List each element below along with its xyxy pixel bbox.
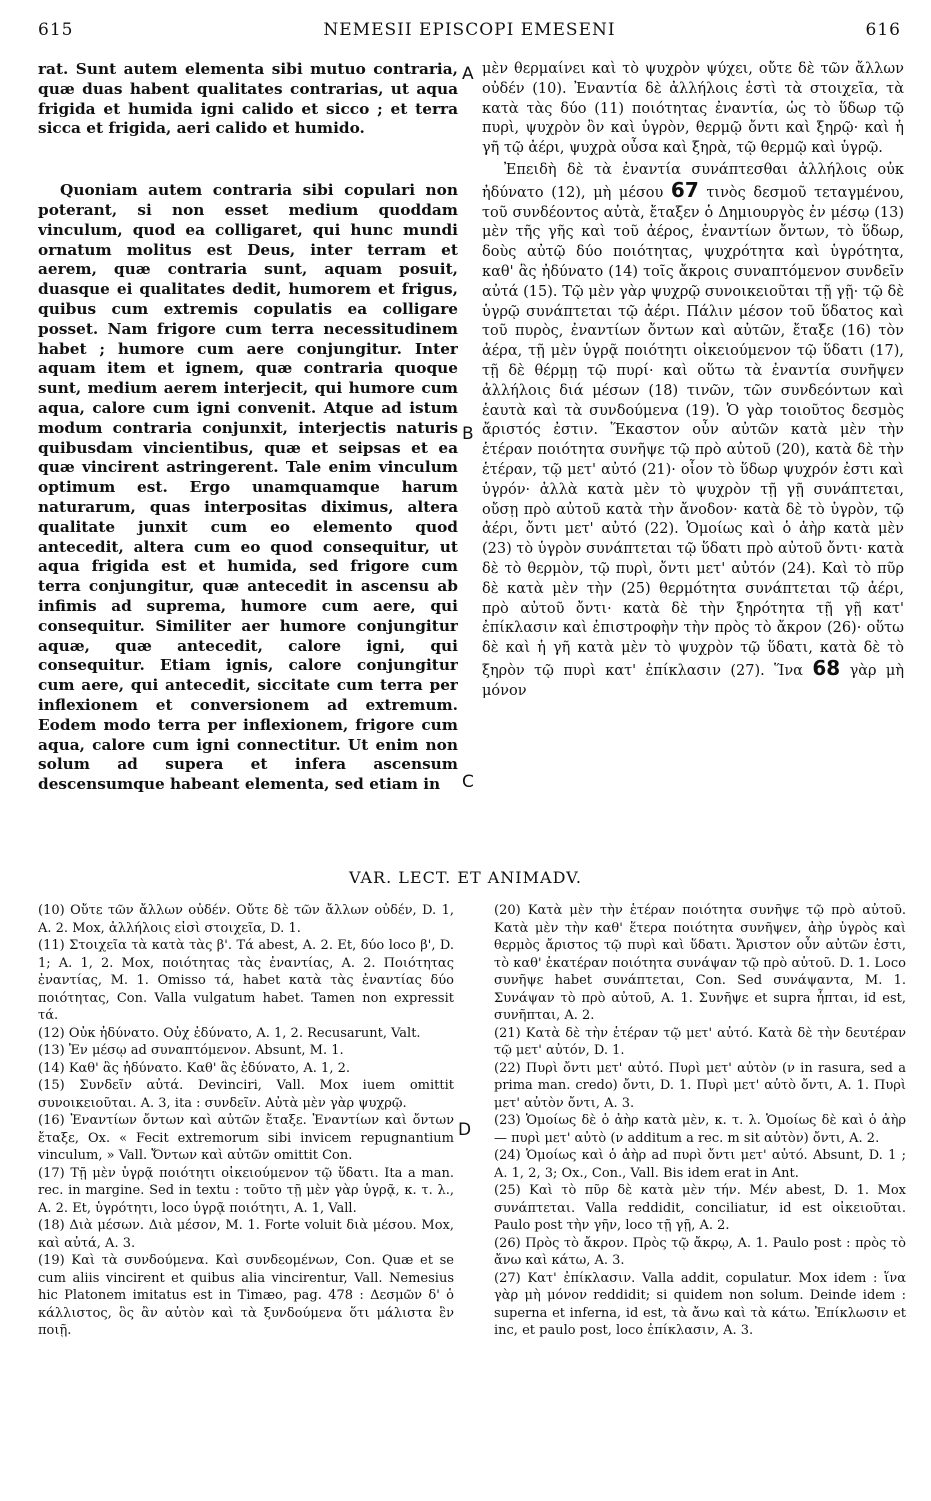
- notes-right-column: [494, 902, 906, 1340]
- note-entry: (12) Οὐκ ἠδύνατο. Οὐχ ἐδύνατο, A. 1, 2. Recusarunt, Valt.: [38, 1025, 421, 1041]
- note-entry: (20) Κατὰ μὲν τὴν ἑτέραν ποιότητα συνῆψε τῷ πρὸ αὐτοῦ. Κατὰ μὲν τὴν καθ' ἕτερα ποιότητα συνῆψεν, ἀὴρ ὑγρὸς καὶ θερμὸς ἄριστος τῷ πυρὶ καὶ ὕδατι. Ἄριστον οὖν αὐτῶν ἐστι, τὸ καθ' ἑκατέραν ποιότητα συνάψαν τῷ πρὸ αὐτοῦ. D. 1. Loco συνῆψε habet συνάπτεται, Con. Sed συνάψαντα, M. 1. Συνάψαν τὸ πρὸ αὐτοῦ, A. 1. Συνῆψε et supra ἧπται, id est, συνῆπται, A. 2.: [494, 903, 906, 1023]
- note-entry: (13) Ἐν μέσῳ ad συναπτόμενον. Absunt, M. 1.: [38, 1043, 344, 1058]
- note-entry: (23) Ὁμοίως δὲ ὁ ἀὴρ κατὰ μὲν, κ. τ. λ. Ὁμοίως δὲ καὶ ὁ ἀὴρ — πυρὶ μετ' αὐτὸ (ν additum a rec. m sit αὐτὸν) ὄντι, A. 2.: [494, 1113, 906, 1146]
- note-entry: (25) Καὶ τὸ πῦρ δὲ κατὰ μὲν τήν. Μέν abest, D. 1. Mox συνάπτεται. Valla reddidit, conciliatur, id est οἰκειοῦται. Paulo post τὴν γῆν, loco τῇ γῇ, A. 2.: [494, 1183, 906, 1233]
- column-number-67: 67: [670, 177, 699, 202]
- greek-paragraph: [482, 161, 904, 702]
- note-entry: (18) Διὰ μέσων. Διὰ μέσον, M. 1. Forte voluit διὰ μέσου. Mox, καὶ αὐτά, A. 3.: [38, 1218, 454, 1251]
- page-number-left: 615: [38, 20, 74, 40]
- note-entry: (11) Στοιχεῖα τὰ κατὰ τὰς β'. Τά abest, A. 2. Et, δύο loco β', D. 1; A. 1, 2. Mox, ποιότητας τὰς ἐναντίας, A. 2. Ποιότητας ἐναντίας, M. 1. Omisso τά, habet κατὰ τὰς ἐναντίας δύο ποιότητας, Con. Valla vulgatum habet. Tamen non expressit τά.: [38, 938, 454, 1023]
- greek-paragraph: μὲν θερμαίνει καὶ τὸ ψυχρὸν ψύχει, οὔτε δὲ τῶν ἄλλων οὐδέν (10). Ἐναντία δὲ ἀλλήλοις ἐστὶ τὰ στοιχεῖα, τὰ κατὰ τὰς δύο (11) ποιότητας ἐναντία, ὡς τὸ ὕδωρ τῷ πυρὶ, ψυχρὸν ὂν καὶ ὑγρὸν, θερμῷ ὄντι καὶ ξηρῷ· καὶ ἡ γῆ τῷ ἀέρι, ψυχρὰ οὖσα καὶ ξηρὰ, τῷ θερμῷ καὶ ὑγρῷ.: [482, 61, 904, 157]
- note-entry: (19) Καὶ τὰ συνδούμενα. Καὶ συνδεομένων, Con. Quæ et se cum aliis vincirent et quibus alia vincirentur, Vall. Nemesius hic Platonem imitatus est in Timæo, pag. 478 : Δεσμῶν δ' ὁ κάλλιστος, ὃς ἂν αὐτὸν καὶ τὰ ξυνδούμενα ὅτι μάλιστα ἓν ποιῇ.: [38, 1253, 454, 1338]
- greek-text: Ἐπειδὴ δὲ τὰ ἐναντία συνάπτεσθαι ἀλλήλοις οὐκ ἠδύνατο (12), μὴ μέσου: [482, 161, 904, 201]
- notes-left-column: [38, 902, 454, 1340]
- column-number-68: 68: [812, 655, 841, 680]
- greek-text: γὰρ μὴ μόνον: [482, 662, 904, 699]
- note-entry: (15) Συνδεῖν αὐτά. Devinciri, Vall. Mox iuem omittit συνοικειοῦται. A. 3, ita : συνδεῖν. Αὐτὰ μὲν γὰρ ψυχρῷ.: [38, 1078, 454, 1111]
- note-entry: (24) Ὁμοίως καὶ ὁ ἀὴρ ad πυρὶ ὄντι μετ' αὐτό. Absunt, D. 1 ; A. 1, 2, 3; Ox., Con., Vall. Bis idem erat in Ant.: [494, 1148, 906, 1181]
- running-header: [38, 20, 901, 50]
- page-number-right: 616: [865, 20, 901, 40]
- note-entry: (17) Τῇ μὲν ὑγρᾷ ποιότητι οἰκειούμενον τῷ ὕδατι. Ita a man. rec. in margine. Sed in textu : τοῦτο τῇ μὲν γὰρ ὑγρᾷ, κ. τ. λ., A. 2. Et, ὑγρότητι, loco ὑγρᾷ ποιότητι, A. 1, Vall.: [38, 1165, 454, 1216]
- note-entry: (10) Οὔτε τῶν ἄλλων οὐδέν. Οὔτε δὲ τῶν ἄλλων οὐδέν, D. 1, A. 2. Mox, ἀλλήλοις εἰσὶ στοιχεῖα, D. 1.: [38, 903, 454, 936]
- note-entry: (14) Καθ' ἃς ἠδύνατο. Καθ' ἃς ἐδύνατο, A. 1, 2.: [38, 1060, 350, 1076]
- margin-marker-d: D: [458, 1120, 472, 1140]
- note-entry: (22) Πυρὶ ὄντι μετ' αὐτό. Πυρὶ μετ' αὐτὸν (ν in rasura, sed a prima man. credo) ὄντι, D. 1. Πυρὶ μετ' αὐτὸ ὄντι, A. 1. Πυρὶ μετ' αὐτὸν ὄντι, A. 3.: [494, 1060, 906, 1111]
- note-entry: (26) Πρὸς τὸ ἄκρον. Πρὸς τῷ ἄκρῳ, A. 1. Paulo post : πρὸς τὸ ἄνω καὶ κάτω, A. 3.: [494, 1235, 906, 1268]
- note-entry: (21) Κατὰ δὲ τὴν ἑτέραν τῷ μετ' αὐτό. Κατὰ δὲ τὴν δευτέραν τῷ μετ' αὐτόν, D. 1.: [494, 1025, 906, 1058]
- margin-marker-a: A: [462, 64, 474, 84]
- notes-heading: VAR. LECT. ET ANIMADV.: [349, 868, 582, 887]
- latin-paragraph: Quoniam autem contraria sibi copulari non poterant, si non esset medium quoddam vinculum, quod ea colligaret, qui hunc mundi ornatum molitus est Deus, inter terram et aerem, quæ contraria sunt, aquam posuit, duasque ei qualitates dedit, humorem et frigus, quibus cum extremis copulatis ea colligare posset. Nam frigore cum terra necessitudinem habet ; humore cum aere conjungitur. Inter aquam item et ignem, quæ contraria quoque sunt, medium aerem interjecit, qui humore cum aqua, calore cum igni convenit. Atque ad istum modum contraria conjunxit, interjectis naturis quibusdam vincientibus, quæ et seipsas et ea quæ vincirent astringerent. Tale enim vinculum optimum est. Ergo unamquamque harum naturarum, quas interpositas diximus, altera qualitate junxit cum eo elemento quod antecedit, altera cum eo quod consequitur, ut aqua frigida est et humida, sed frigore cum terra conjungitur, quæ antecedit in ascensu ab infimis ad suprema, humore cum aere, qui consequitur. Similiter aer humore conjungitur aquæ, quæ antecedit, calore igni, qui consequitur. Etiam ignis, calore conjungitur cum aere, qui antecedit, siccitate cum terra per inflexionem et conversionem ad extremum. Eodem modo terra per inflexionem, frigore cum aqua, calore cum igni connectitur. Ut enim non solum ad supera et infera ascensum descensumque habeant elementa, sed etiam in: [38, 181, 458, 794]
- greek-column: [482, 60, 904, 702]
- note-entry: (16) Ἐναντίων ὄντων καὶ αὐτῶν ἔταξε. Ἐναντίων καὶ ὄντων ἔταξε, Ox. « Fecit extremorum sibi invicem repugnantium vinculum, » Vall. Ὄντων καὶ αὐτῶν omittit Con.: [38, 1113, 454, 1163]
- note-entry: (27) Κατ' ἐπίκλασιν. Valla addit, copulatur. Mox idem : ἵνα γὰρ μὴ μόνον reddidit; si quidem non solum. Deinde idem : superna et inferna, id est, τὰ ἄνω καὶ τὰ κάτω. Ἐπίκλωσιν et inc, et paulo post, loco ἐπίκλασιν, A. 3.: [494, 1270, 906, 1338]
- greek-text: τινὸς δεσμοῦ τεταγμένου, τοῦ συνδέοντος αὐτὰ, ἔταξεν ὁ Δημιουργὸς ἐν μέσῳ (13) μὲν τῆς γῆς καὶ τοῦ ἀέρος, ἐναντίων ὄντων, τὸ ὕδωρ, δοὺς αὐτῷ δύο ποιότητας, ψυχρότητα καὶ ὑγρότητα, καθ' ἃς ἠδύνατο (14) τοῖς ἄκροις συναπτόμενον συνδεῖν αὐτά (15). Τῷ μὲν γὰρ ψυχρῷ συνοικειοῦται τῇ γῇ· τῷ δὲ ὑγρῷ συνάπτεται τῷ ἀέρι. Πάλιν μέσον τοῦ ὕδατος καὶ τοῦ πυρὸς, ἐναντίων ὄντων καὶ αὐτῶν, ἔταξε (16) τὸν ἀέρα, τῇ μὲν ὑγρᾷ ποιότητι οἰκειούμενον τῷ ὕδατι (17), τῇ δὲ θέρμῃ τῷ πυρί· καὶ οὕτω τὰ ἐναντία συνῆψεν ἀλλήλοις διά μέσων (18) τινῶν, τῶν συνδεόντων καὶ ἑαυτὰ καὶ τὰ συνδούμενα (19). Ὁ γὰρ τοιοῦτος δεσμὸς ἄριστός ἐστιν. Ἕκαστον οὖν αὐτῶν κατὰ μὲν τὴν ἑτέραν ποιότητα συνῆψε τῷ πρὸ αὐτοῦ (20), κατὰ δὲ τὴν ἑτέραν, τῷ μετ' αὐτό (21)· οἷον τὸ ὕδωρ ψυχρόν ἐστι καὶ ὑγρόν· ἀλλὰ κατὰ μὲν τὸ ψυχρὸν τῇ γῇ συνάπτεται, οὔσῃ πρὸ αὐτοῦ κατὰ τὴν ἄνοδον· κατὰ δὲ τὸ ὑγρὸν, τῷ ἀέρι, ὄντι μετ' αὐτό (22). Ὁμοίως καὶ ὁ ἀὴρ κατὰ μὲν (23) τὸ ὑγρὸν συνάπτεται τῷ ὕδατι πρὸ αὐτοῦ ὄντι· κατὰ δὲ τὸ θερμὸν, τῷ πυρὶ, ὄντι μετ' αὐτόν (24). Καὶ τὸ πῦρ δὲ κατὰ μὲν τὴν (25) θερμότητα συνάπτεται τῷ ἀέρι, πρὸ αὐτοῦ ὄντι· κατὰ δὲ τὴν ξηρότητα τῇ γῇ κατ' ἐπίκλασιν καὶ ἐπιστροφὴν τὴν πρὸς τὸ ἄκρον (26)· οὕτω δὲ καὶ ἡ γῆ κατὰ μὲν τὸ ψυχρὸν τῷ ὕδατι, κατὰ δὲ τὸ ξηρὸν τῷ πυρὶ κατ' ἐπίκλασιν (27). Ἵνα: [482, 184, 904, 679]
- latin-paragraph: rat. Sunt autem elementa sibi mutuo contraria, quæ duas habent qualitates contrarias, ut aqua frigida et humida igni calido et sicco ; et terra sicca et frigida, aeri calido et humido.: [38, 60, 458, 138]
- running-title: NEMESII EPISCOPI EMESENI: [323, 20, 616, 40]
- margin-marker-c: C: [462, 772, 474, 792]
- margin-marker-b: B: [462, 424, 474, 444]
- latin-column: [38, 60, 458, 795]
